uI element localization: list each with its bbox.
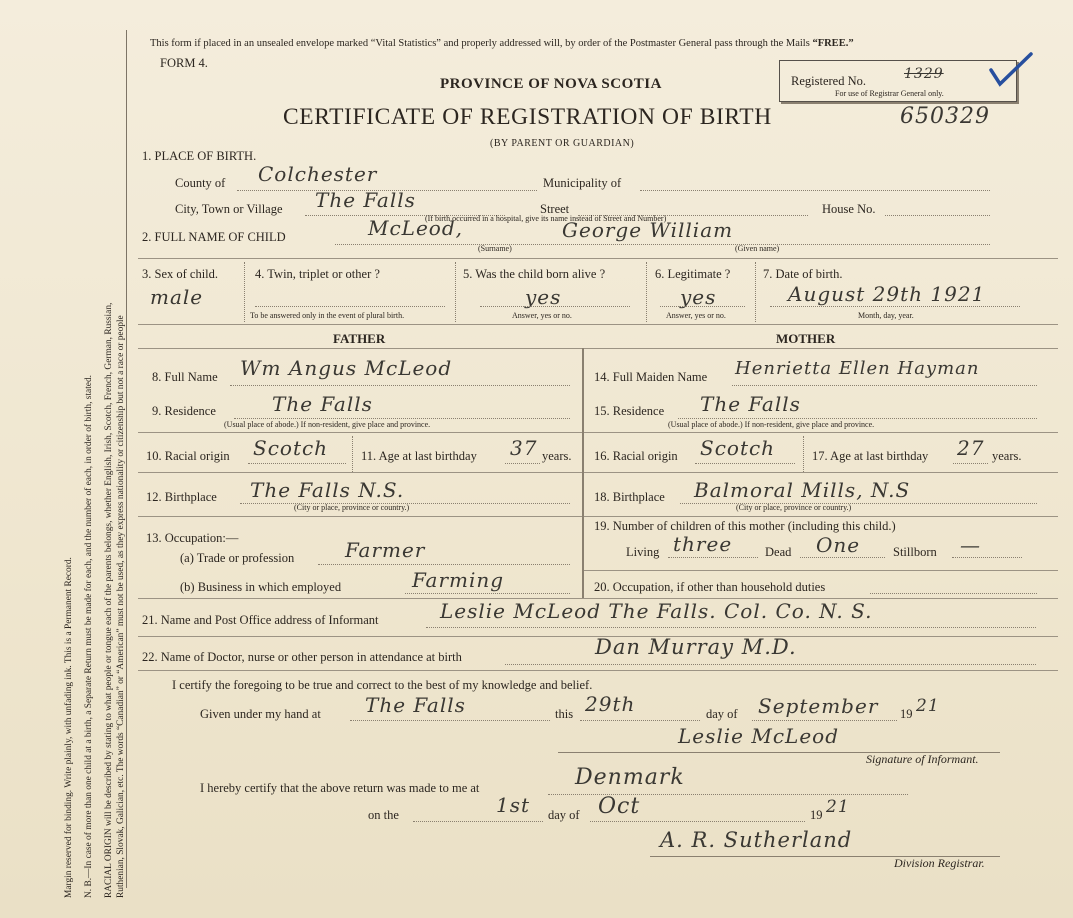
row-divider — [138, 516, 582, 517]
sex-value: male — [150, 285, 204, 309]
father-racial-label: 10. Racial origin — [146, 449, 230, 463]
return-month-value: Oct — [598, 794, 641, 819]
dead-line — [800, 557, 885, 558]
registered-number: 1329 — [904, 66, 944, 82]
parents-center-rule — [582, 348, 584, 598]
this-label: this — [555, 707, 574, 721]
municipality-line — [640, 190, 990, 191]
father-residence-label: 9. Residence — [152, 404, 216, 418]
given-place-value: The Falls — [365, 693, 466, 717]
checkmark-icon — [985, 50, 1035, 88]
trade-value: Farmer — [345, 538, 426, 562]
row-divider — [138, 432, 582, 433]
mother-name-label: 14. Full Maiden Name — [594, 370, 708, 384]
return-label: I hereby certify that the above return was made to me at — [200, 781, 480, 795]
father-name-value: Wm Angus McLeod — [240, 356, 453, 380]
page-subtitle: (BY PARENT OR GUARDIAN) — [490, 138, 635, 149]
informant-caption: Signature of Informant. — [866, 752, 979, 766]
father-racial-value: Scotch — [253, 436, 329, 460]
day-of-label: day of — [706, 707, 738, 721]
mother-racial-line — [695, 463, 795, 464]
on-the-label: on the — [368, 808, 399, 822]
return-day-line — [413, 821, 543, 822]
father-name-label: 8. Full Name — [152, 370, 218, 384]
registrar-caption: Division Registrar. — [894, 856, 985, 870]
margin-note-3: RACIAL ORIGIN will be described by stating to what people or tongue each of the parents belongs, whether English, Irish, Scotch, French, German, Russian, — [104, 302, 114, 898]
col-divider — [455, 262, 456, 322]
city-value: The Falls — [315, 188, 416, 212]
municipality-label: Municipality of — [543, 176, 622, 190]
father-residence-note: (Usual place of abode.) If non-resident, give place and province. — [224, 420, 431, 429]
return-day-of-label: day of — [548, 808, 580, 822]
place-heading: 1. PLACE OF BIRTH. — [142, 149, 257, 163]
mother-birthplace-value: Balmoral Mills, N.S — [694, 478, 911, 502]
mother-name-line — [732, 385, 1037, 386]
given-label: Given under my hand at — [200, 707, 321, 721]
postal-notice: This form if placed in an unsealed envelope marked “Vital Statistics” and properly addressed will, by order of the Postmaster General pass through the Mails “FREE.” — [150, 38, 854, 49]
margin-note-4: Ruthenian, Slovak, Galician, etc. The words “Canadian” or “American” must not be used, as they express nationality or citizenship but not a race or people — [116, 315, 126, 898]
row-divider — [584, 516, 1058, 517]
father-birthplace-value: The Falls N.S. — [250, 478, 405, 502]
return-place-value: Denmark — [575, 765, 685, 790]
given-year-prefix: 19 — [900, 707, 913, 721]
doctor-line — [505, 664, 1036, 665]
mother-occupation-label: 20. Occupation, if other than household duties — [594, 580, 826, 594]
row-divider — [584, 570, 1058, 571]
registered-label: Registered No. — [791, 74, 866, 88]
stillborn-value: — — [960, 533, 981, 557]
mother-racial-label: 16. Racial origin — [594, 449, 678, 463]
mother-age-value: 27 — [957, 436, 985, 460]
row-divider — [584, 472, 1058, 473]
birthdate-value: August 29th 1921 — [788, 282, 986, 306]
row-divider — [584, 432, 1058, 433]
registrar-signature: A. R. Sutherland — [660, 828, 853, 852]
mother-occupation-line — [870, 593, 1037, 594]
county-value: Colchester — [258, 162, 378, 186]
father-years: years. — [542, 449, 572, 463]
given-caption: (Given name) — [735, 244, 780, 253]
trade-label: (a) Trade or profession — [180, 551, 295, 565]
margin-divider — [126, 30, 127, 888]
mother-residence-note: (Usual place of abode.) If non-resident, give place and province. — [668, 420, 875, 429]
father-name-line — [230, 385, 570, 386]
business-value: Farming — [412, 568, 505, 592]
certify-text: I certify the foregoing to be true and correct to the best of my knowledge and belief. — [172, 678, 593, 692]
legit-value: yes — [680, 285, 717, 309]
mother-years: years. — [992, 449, 1022, 463]
return-day-value: 1st — [496, 793, 531, 817]
father-racial-line — [248, 463, 346, 464]
mother-residence-value: The Falls — [700, 392, 801, 416]
father-age-line — [505, 463, 540, 464]
mother-name-value: Henrietta Ellen Hayman — [735, 358, 980, 379]
child-name-label: 2. FULL NAME OF CHILD — [142, 230, 286, 244]
legit-note: Answer, yes or no. — [666, 311, 726, 320]
street-label: Street — [540, 202, 570, 216]
father-residence-value: The Falls — [272, 392, 373, 416]
county-label: County of — [175, 176, 226, 190]
informant-value: Leslie McLeod The Falls. Col. Co. N. S. — [440, 599, 873, 623]
informant-label: 21. Name and Post Office address of Informant — [142, 613, 379, 627]
trade-line — [318, 564, 570, 565]
province-title: PROVINCE OF NOVA SCOTIA — [440, 76, 662, 92]
given-month-value: September — [758, 694, 879, 718]
col-divider — [755, 262, 756, 322]
section-divider — [138, 670, 1058, 671]
given-place-line — [350, 720, 550, 721]
business-label: (b) Business in which employed — [180, 580, 342, 594]
sex-label: 3. Sex of child. — [142, 267, 219, 281]
birthdate-label: 7. Date of birth. — [763, 267, 843, 281]
stillborn-label: Stillborn — [893, 545, 937, 559]
section-divider — [138, 324, 1058, 325]
mother-birthplace-line — [680, 503, 1037, 504]
mother-residence-line — [678, 418, 1037, 419]
row-divider — [138, 472, 582, 473]
house-line — [885, 215, 990, 216]
dead-label: Dead — [765, 545, 792, 559]
father-occupation-label: 13. Occupation:— — [146, 531, 239, 545]
form-number: FORM 4. — [160, 56, 208, 70]
twin-label: 4. Twin, triplet or other ? — [255, 267, 380, 281]
certificate-number: 650329 — [900, 104, 990, 129]
house-label: House No. — [822, 202, 876, 216]
father-age-label: 11. Age at last birthday — [361, 449, 477, 463]
margin-note-1: Margin reserved for binding. Write plainly, with unfading ink. This is a Permanent Record. — [64, 557, 74, 898]
page-title: CERTIFICATE OF REGISTRATION OF BIRTH — [283, 104, 772, 130]
child-given-name: George William — [562, 218, 734, 242]
child-surname: McLeod, — [368, 216, 463, 240]
given-day-value: 29th — [585, 692, 636, 716]
living-label: Living — [626, 545, 660, 559]
margin-note-2: N. B.—In case of more than one child at a birth, a Separate Return must be made for each, and the number of each, in order of birth, stated. — [84, 375, 94, 898]
mother-residence-label: 15. Residence — [594, 404, 665, 418]
col-divider — [244, 262, 245, 322]
legit-label: 6. Legitimate ? — [655, 267, 731, 281]
birthdate-note: Month, day, year. — [858, 311, 914, 320]
return-year-prefix: 19 — [810, 808, 823, 822]
alive-line — [480, 306, 630, 307]
informant-signature: Leslie McLeod — [678, 724, 840, 748]
father-residence-line — [234, 418, 570, 419]
mother-heading: MOTHER — [776, 331, 836, 346]
child-name-line — [335, 244, 990, 245]
father-age-value: 37 — [510, 436, 538, 460]
alive-label: 5. Was the child born alive ? — [463, 267, 606, 281]
return-year-value: 21 — [826, 797, 850, 817]
return-month-line — [590, 821, 805, 822]
col-divider — [803, 436, 804, 472]
surname-caption: (Surname) — [478, 244, 512, 253]
birthdate-line — [770, 306, 1020, 307]
alive-value: yes — [525, 285, 562, 309]
mother-birthplace-label: 18. Birthplace — [594, 490, 665, 504]
col-divider — [646, 262, 647, 322]
col-divider — [352, 436, 353, 472]
father-heading: FATHER — [333, 331, 386, 346]
legit-line — [660, 306, 745, 307]
dead-value: One — [816, 533, 861, 557]
city-label: City, Town or Village — [175, 202, 283, 216]
doctor-label: 22. Name of Doctor, nurse or other person in attendance at birth — [142, 650, 462, 664]
informant-line — [426, 627, 1036, 628]
stillborn-line — [952, 557, 1022, 558]
parents-header-line — [138, 348, 1058, 349]
given-day-line — [580, 720, 700, 721]
living-value: three — [673, 532, 733, 556]
registrar-use-note: For use of Registrar General only. — [835, 89, 944, 98]
mother-birthplace-note: (City or place, province or country.) — [736, 503, 852, 512]
mother-age-label: 17. Age at last birthday — [812, 449, 929, 463]
given-month-line — [752, 720, 897, 721]
mother-racial-value: Scotch — [700, 436, 776, 460]
business-line — [405, 593, 570, 594]
mother-age-line — [953, 463, 988, 464]
alive-note: Answer, yes or no. — [512, 311, 572, 320]
children-label: 19. Number of children of this mother (including this child.) — [594, 519, 896, 533]
father-birthplace-note: (City or place, province or country.) — [294, 503, 410, 512]
twin-note: To be answered only in the event of plural birth. — [250, 311, 405, 320]
living-line — [668, 557, 758, 558]
father-birthplace-label: 12. Birthplace — [146, 490, 217, 504]
row-divider — [138, 258, 1058, 259]
twin-line — [255, 306, 445, 307]
doctor-value: Dan Murray M.D. — [595, 635, 797, 659]
hospital-note: (If birth occurred in a hospital, give its name instead of Street and Number) — [425, 214, 667, 223]
given-year-value: 21 — [916, 696, 940, 716]
